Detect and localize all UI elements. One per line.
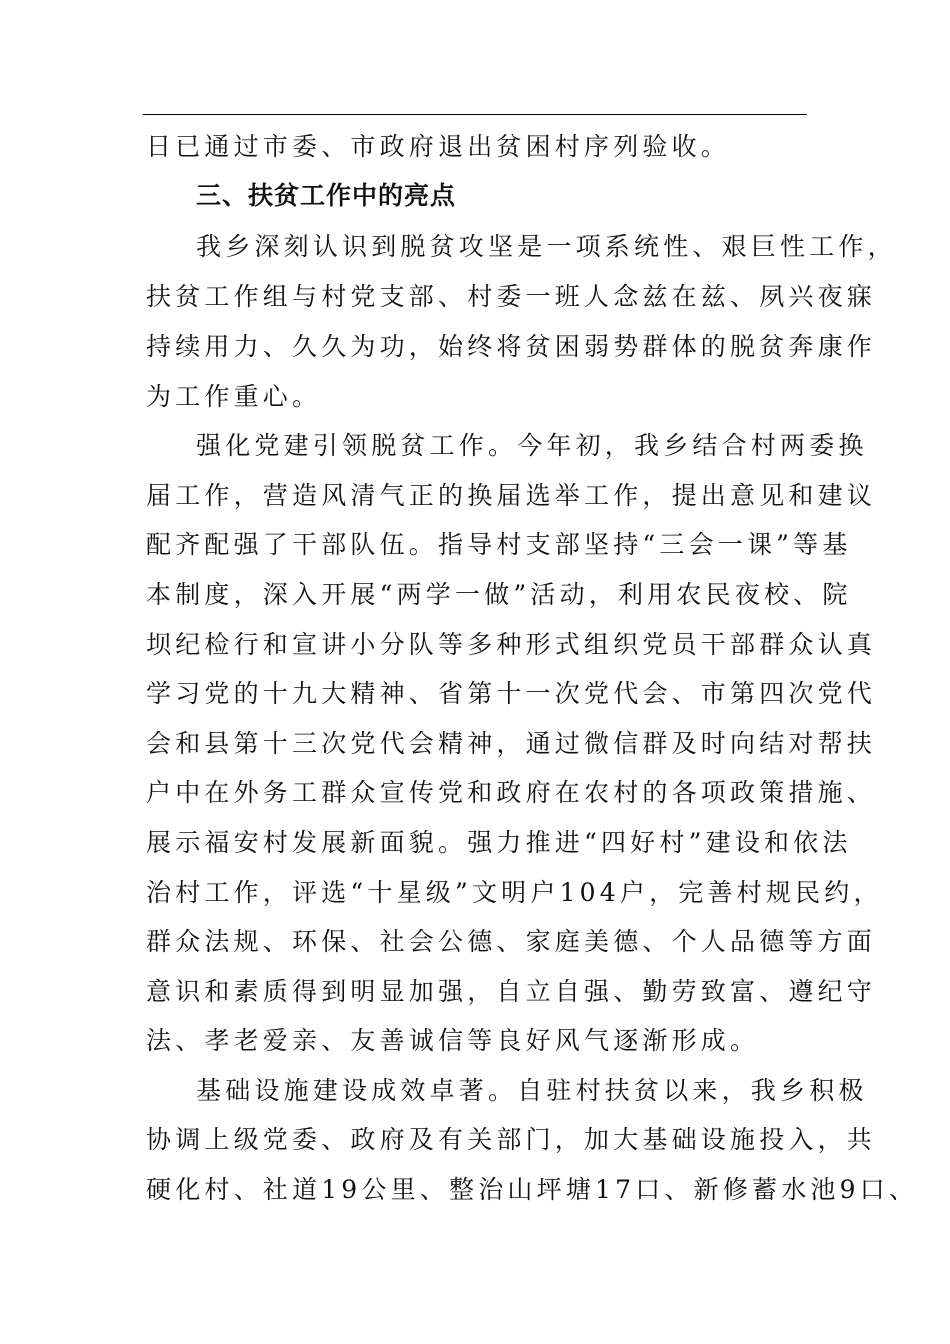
paragraph-line: 意识和素质得到明显加强，自立自强、勤劳致富、遵纪守 (146, 977, 877, 1006)
paragraph-line: 强化党建引领脱贫工作。今年初，我乡结合村两委换 (196, 431, 868, 460)
section-heading: 三、扶贫工作中的亮点 (196, 181, 457, 210)
paragraph-line: 为工作重心。 (146, 382, 322, 411)
paragraph-line: 户中在外务工群众宣传党和政府在农村的各项政策措施、 (146, 778, 877, 807)
paragraph-line: 硬化村、社道19公里、整治山坪塘17口、新修蓄水池9口、 (146, 1175, 919, 1204)
paragraph-line: 持续用力、久久为功，始终将贫困弱势群体的脱贫奔康作 (146, 332, 877, 361)
paragraph-line: 届工作，营造风清气正的换届选举工作，提出意见和建议 (146, 481, 877, 510)
header-rule (143, 114, 807, 115)
paragraph-line: 协调上级党委、政府及有关部门，加大基础设施投入，共 (146, 1125, 877, 1154)
paragraph-line: 基础设施建设成效卓著。自驻村扶贫以来，我乡积极 (196, 1076, 868, 1105)
paragraph-line: 法、孝老爱亲、友善诚信等良好风气逐渐形成。 (146, 1026, 760, 1055)
paragraph-line: 学习党的十九大精神、省第十一次党代会、市第四次党代 (146, 679, 877, 708)
paragraph-line: 会和县第十三次党代会精神，通过微信群及时向结对帮扶 (146, 729, 877, 758)
paragraph-line: 扶贫工作组与村党支部、村委一班人念兹在兹、夙兴夜寐 (146, 282, 877, 311)
paragraph-line: 本制度，深入开展“两学一做”活动，利用农民夜校、院 (146, 580, 852, 609)
paragraph-line: 配齐配强了干部队伍。指导村支部坚持“三会一课”等基 (146, 530, 852, 559)
paragraph-line: 坝纪检行和宣讲小分队等多种形式组织党员干部群众认真 (146, 630, 877, 659)
paragraph-line: 治村工作，评选“十星级”文明户104户，完善村规民约， (146, 878, 883, 907)
paragraph-line: 展示福安村发展新面貌。强力推进“四好村”建设和依法 (146, 828, 852, 857)
paragraph-line: 我乡深刻认识到脱贫攻坚是一项系统性、艰巨性工作， (196, 232, 897, 261)
paragraph-line: 日已通过市委、市政府退出贫困村序列验收。 (146, 132, 731, 161)
paragraph-line: 群众法规、环保、社会公德、家庭美德、个人品德等方面 (146, 927, 877, 956)
